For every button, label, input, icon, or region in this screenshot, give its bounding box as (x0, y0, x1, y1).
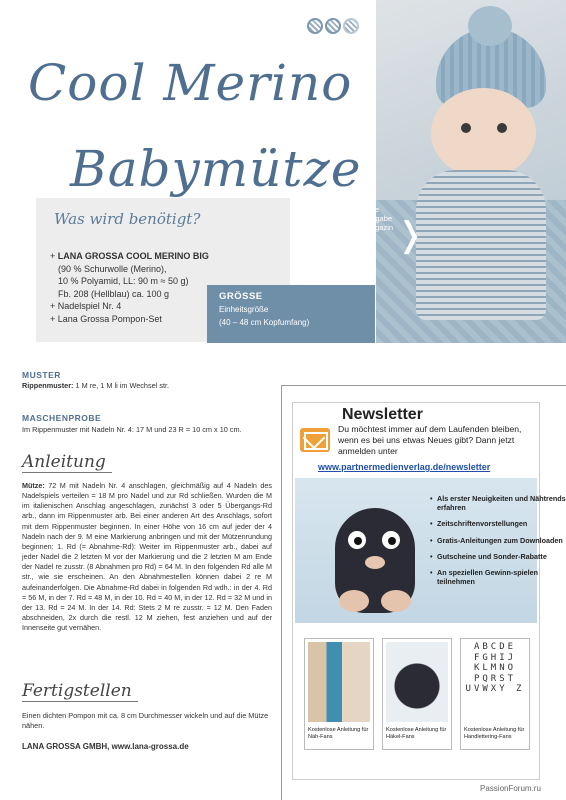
footer-credit: LANA GROSSA GMBH, www.lana-grossa.de (22, 742, 189, 751)
watermark: PassionForum.ru (480, 784, 541, 793)
fertigstellen-heading: Fertigstellen (22, 681, 138, 702)
thumb-caption: Kostenlose Anleitung für Handlettering-Fans (464, 727, 525, 740)
chevron-right-icon: ❭ (396, 216, 425, 254)
list-item: 10 % Polyamid, LL: 90 m ≈ 50 g) (58, 276, 189, 287)
ad-title: Newsletter (342, 406, 423, 423)
eye-shape (497, 123, 507, 133)
size-line: Einheitsgröße (219, 305, 269, 314)
newsletter-link[interactable]: www.partnermedienverlag.de/newsletter (318, 462, 491, 472)
baby-photo (376, 0, 566, 343)
photo-note: Die passende Häkeldecke finden Sie in unserer Ausgabe "Häkeln das Maschenmagazin Nr. 41" EVT: 04.11.2023 (292, 205, 394, 241)
yarn-ball-icon (307, 18, 323, 34)
page-title: Cool Merino (28, 54, 353, 112)
list-item: (90 % Schurwolle (Merino), (58, 263, 167, 274)
mail-icon (300, 428, 330, 452)
list-item: • Als erster Neuigkeiten und Nähtrends erfahren (430, 494, 566, 512)
striped-body-image (416, 170, 546, 320)
size-box (207, 285, 375, 343)
eye-shape (461, 123, 471, 133)
crochet-mole-image (335, 508, 415, 613)
mole-eye-shape (379, 528, 403, 552)
list-item: • Gutscheine und Sonder-Rabatte (430, 552, 566, 561)
mole-nose-shape (365, 556, 385, 569)
list-item: + Nadelspiel Nr. 4 (50, 301, 122, 312)
materials-heading: Was wird benötigt? (54, 210, 201, 228)
baby-face-image (431, 88, 536, 178)
materials-list (50, 250, 209, 326)
ad-benefits-list (430, 494, 566, 593)
ad-lead: Du möchtest immer auf dem Laufenden bleiben, wenn es bei uns etwas Neues gibt? Dann jetzt anmelden unter (338, 424, 522, 456)
yarn-icons (307, 18, 359, 34)
list-item: + LANA GROSSA COOL MERINO BIG (50, 251, 209, 261)
thumb-crochet[interactable] (382, 638, 452, 750)
yarn-ball-icon (343, 18, 359, 34)
muster-heading: MUSTER (22, 370, 61, 380)
thumb-caption: Kostenlose Anleitung für Häkel-Fans (386, 727, 447, 740)
list-item: • Zeitschriftenvorstellungen (430, 519, 566, 528)
thumb-sewing[interactable] (304, 638, 374, 750)
list-item: • An speziellen Gewinn-spielen teilnehmen (430, 568, 566, 586)
sewing-image (308, 642, 370, 722)
yarn-ball-icon (325, 18, 341, 34)
anleitung-text: Mütze: 72 M mit Nadeln Nr. 4 anschlagen, gleichmäßig auf 4 Nadeln des Nadelspiels verteilen = 18 M pro Nadel und zur Rd schließen. Wurden die M im italienischen Anschlag angeschlagen, zunächst 3 oder 5 Übergangs-Rd arb., dann im Rippenmuster arb. Bei einer anderen Art des Anschlags, sofort mit dem Rippenmuster beginnen. In einer Höhe von 16 cm auf jeder der 4 Nadeln nach der 9. M eine Markierung anbringen und mit der Mützenrundung beginnen: 1. Rd (= Abnahme-Rd): Weiter im Rippenmuster arb., dabei auf jeder Nadel die 2 letzten M vor der Markierung und die 2 letzten M am Ende der Nadel re zusstr. (8 Abnahmen pro Rd) = 64 M. In den folgenden Rd alle M str., wie sie erscheinen. An den Abnahmestellen können dabei 2 re M aufeinanderfolgen. Die Abnahme-Rd dabei in folgenden Rd wdh.: in der 4. Rd = 56 M, in der 7. Rd = 48 M, in der 10. Rd = 40 M, in der 12. Rd = 32 M und in der 13. Rd = 24 M. In der 14. Rd: Stets 2 M re zusstr. = 12 M. Den Faden abschneiden, 2x durch die restl. 12 M ziehen, fest anziehen und auf der Innenseite gut vernähen. (22, 481, 273, 633)
size-heading: GRÖSSE (219, 291, 263, 302)
lettering-letters: ABCDE FGHIJ KLMNO PQRST UVWXY Z (465, 642, 525, 694)
pompom-image (468, 6, 512, 46)
list-item: Fb. 208 (Hellblau) ca. 100 g (58, 288, 170, 299)
maschenprobe-heading: MASCHENPROBE (22, 413, 102, 423)
thumb-lettering[interactable] (460, 638, 530, 750)
size-line: (40 – 48 cm Kopfumfang) (219, 318, 310, 327)
fertigstellen-text: Einen dichten Pompon mit ca. 8 cm Durchmesser wickeln und auf die Mütze nähen. (22, 711, 269, 730)
mole-foot-shape (339, 590, 369, 612)
page-subtitle: Babymütze (70, 140, 362, 198)
mole-eye-shape (345, 528, 369, 552)
list-item: • Gratis-Anleitungen zum Downloaden (430, 536, 566, 545)
maschenprobe-text: Im Rippenmuster mit Nadeln Nr. 4: 17 M und 23 R = 10 cm x 10 cm. (22, 425, 242, 434)
mole-foot-shape (381, 590, 411, 612)
thumb-caption: Kostenlose Anleitung für Näh-Fans (308, 727, 369, 740)
anleitung-heading: Anleitung (22, 452, 112, 473)
muster-text: Rippenmuster: 1 M re, 1 M li im Wechsel str. (22, 381, 170, 390)
mole-thumb-image (386, 642, 448, 722)
list-item: + Lana Grossa Pompon-Set (50, 313, 162, 324)
